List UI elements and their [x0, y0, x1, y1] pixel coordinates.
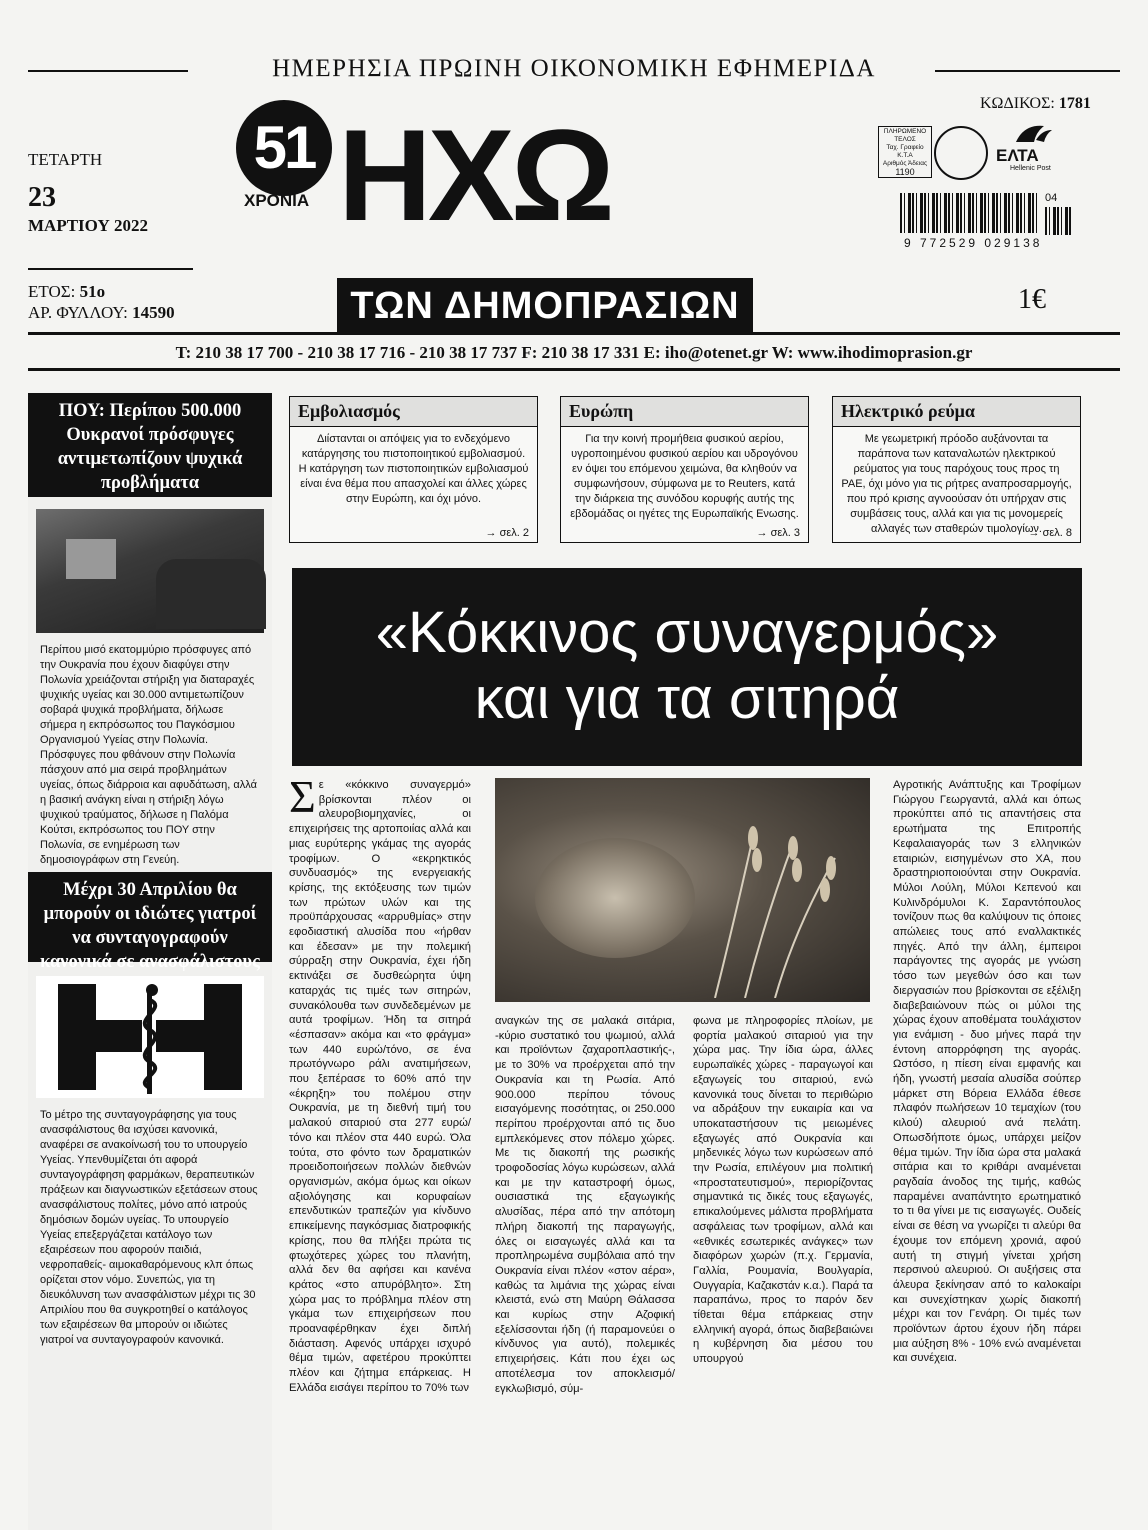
info-rule — [28, 268, 193, 270]
wheat-ears-icon — [695, 798, 865, 998]
box-europe-title: Ευρώπη — [561, 397, 808, 427]
headline-line1: «Κόκκινος συναγερμός» — [375, 600, 999, 665]
box-vaccination-body: Διίστανται οι απόψεις για το ενδεχόμενο κατάργησης του πιστοποιητικού εμβολιασμού. Η κατάργηση των πιστοποιητικών εμβολιασμού είναι ένα θέμα που απασχολεί και άλλες χώρες στην Ευρώπη, και όχι μόνο. — [298, 433, 529, 505]
sidebar-story1-body: Περίπου μισό εκατομμύριο πρόσφυγες από την Ουκρανία που έχουν διαφύγει στην Πολωνία χρειάζονται στήριξη για διαταραχές ψυχικής υγείας και 30.000 αντιμετωπίζουν σοβαρά ψυχικά προβλήματα, δήλωσε σήμερα η εκπρόσωπος του Παγκόσμιου Οργανισμού Υγείας στην Πολωνία. Πρόσφυγες που φθάνουν στην Πολωνία πάσχουν από μια σειρά προβλημάτων υγείας, όπως διάρροια και αφυδάτωση, αλλά η βασική ανάγκη είναι η στήριξη λόγω ψυχικού τραύματος, δήλωσε η Παλόμα Κούτσι, εκπρόσωπος του ΠΟΥ στην Πολωνία, σε ενημέρωση των δημοσιογράφων στη Γενεύη. — [40, 644, 257, 866]
box-electricity — [832, 396, 1081, 543]
issue-label: ΑΡ. ΦΥΛΛΟΥ: — [28, 303, 128, 322]
refugees-photo — [36, 509, 264, 633]
article-col-1 — [289, 771, 471, 1396]
subtitle-bar: ΤΩΝ ΔΗΜΟΠΡΑΣΙΩΝ — [337, 278, 753, 334]
wheat-photo — [495, 778, 870, 1002]
postage-line: Κ.Τ.Α — [897, 152, 913, 159]
box-vaccination-ref: → σελ. 2 — [485, 527, 529, 539]
box-electricity-ref: → σελ. 8 — [1028, 527, 1072, 539]
tagline: ΗΜΕΡΗΣΙΑ ΠΡΩΙΝΗ ΟΙΚΟΝΟΜΙΚΗ ΕΦΗΜΕΡΙΔΑ — [272, 55, 876, 82]
headline-box — [292, 568, 1082, 766]
tagline-rule-right — [935, 70, 1120, 72]
box-vaccination-title: Εμβολιασμός — [290, 397, 537, 427]
barcode-number: 9 772529 029138 — [904, 236, 1043, 250]
masthead-date-rest: ΜΑΡΤΙΟΥ 2022 — [28, 216, 148, 235]
code-label: ΚΩΔΙΚΟΣ: — [980, 95, 1055, 112]
medical-symbol — [36, 976, 264, 1098]
barcode — [900, 193, 1040, 233]
price: 1€ — [1018, 284, 1046, 315]
caduceus-icon — [128, 980, 172, 1094]
postage-line: Αριθμός Άδειας — [882, 160, 928, 167]
postage-line: 1190 — [895, 167, 915, 177]
elta-text: ΕΛΤΑ — [996, 146, 1039, 165]
year-value: 51ο — [79, 282, 106, 301]
barcode-addon — [1045, 207, 1072, 235]
headline-line2: και για τα σιτηρά — [474, 666, 900, 731]
box-europe — [560, 396, 809, 543]
box-electricity-title: Ηλεκτρικό ρεύμα — [833, 397, 1080, 427]
seal-icon — [934, 126, 988, 180]
article-col-4: Αγροτικής Ανάπτυξης και Τροφίμων Γιώργου Γεωργαντά, αλλά και όπως προκύπτει από τις απαντήσεις στα ερωτήματα της Επιτροπής Κεφαλαιαγοράς των 3 ελληνικών εταιριών, εισηγμένων στο ΧΑ, που δραστηριοποιούνται στην Ουκρανία. Μύλοι Λούλη, Μύλοι Κεπενού και Κυλινδρόμυλοι Κ. Σαραντόπουλος τονίζουν πως θα καλύψουν τις όποιες απώλειες τους από εναλλακτικές πηγές. Από την άλλη, έμπειροι παράγοντες της αγοράς με γνώση τόσο των μεγεθών όσο και των διεργασιών που βρίσκονται σε εξέλιξη διαβεβαιώνουν πώς οι μύλοι της χώρας έχουν αποθέματα τουλάχιστον για ενάμιση - δυο μήνες παρά την έντονη απορρόφηση της αγοράς. Ωστόσο, η πίεση είναι εμφανής και ήδη, γνωστή μεσαία αλυσίδα σούπερ μάρκετ στη Βόρεια Ελλάδα έθεσε πλαφόν πωλήσεων 10 τεμαχίων (του κιλού) αλευριού ανά πελάτη. Οπωσδήποτε όμως, υπάρχει μείζον θέμα τιμών. Την ίδια ώρα στα μαλακά σιτάρια και το κριθάρι αναμένεται ραγδαία άνοδος της τιμής, καθώς παραμένει αναπάντητο ερωτηματικό το τι θα γίνει με τις εισαγωγές. Ουδείς είναι σε θέση να γνωρίζει τι αλεύρι θα έχουμε τον επόμενη χρονιά, αφού αυτή τη στιγμή γίνεται χρήση περσινού αλευριού. Οι αυξήσεις στα άλευρα ξεκίνησαν από το καλοκαίρι και συνεχίστηκαν χωρίς διακοπή μέχρι και τον Γενάρη. Οι τιμές των προϊόντων άρτου έχουν ήδη πάρει μια αύξηση 8% - 10% ενώ αναμένεται και συνέχεια. — [893, 779, 1081, 1365]
photo-crowd — [156, 559, 266, 629]
box-vaccination — [289, 396, 538, 543]
anniversary-word: ΧΡΟΝΙΑ — [244, 191, 310, 210]
year-line — [28, 282, 105, 302]
postage-line: ΠΛΗΡΩΜΕΝΟ ΤΕΛΟΣ — [883, 128, 927, 143]
sidebar-story2-title: Μέχρι 30 Απριλίου θα μπορούν οι ιδιώτες γιατροί να συνταγογραφούν κανονικά σε ανασφάλιστους — [28, 872, 272, 962]
box-electricity-body: Με γεωμετρική πρόοδο αυξάνονται τα παράπονα των καταναλωτών ηλεκτρικού ρεύματος για τους παρόχους τους προς τη ΡΑΕ, όχι μόνο για τις ρήτρες αναπροσαρμογής, που πρό κρισης αγνοούσαν ότι υπήρχαν στις συμβάσεις τους, αλλά και για τις μονομερείς αλλαγές των σταθερών τιμολογίων. — [841, 433, 1072, 535]
logo: ΗΧΩ — [338, 102, 611, 248]
article-col-3: φωνα με πληροφορίες πλοίων, με φορτία μαλακού σιταριού για την χώρα μας. Την ίδια ώρα, άλλες ευρωπαϊκές χώρες - παραγωγοί και εξαγωγείς του σιταριού, ενώ κανονικά τους δίνεται το περιθώριο να αδράξουν την ευκαιρία και να υποκαταστήσουν τις μειωμένες εξαγωγές από Ουκρανία και μηδενικές λόγω των κυρώσεων από την Ρωσία, επιλέγουν μια πολιτική «προστατευτισμού», περιορίζοντας σημαντικά τις δικές τους εξαγωγές, επικαλούμενες μάλιστα προβλήματα ασφάλειας των τροφίμων, αλλά και «εθνικές εσωτερικές ανάγκες» των διαφόρων χωρών (π.χ. Γερμανία, Γαλλία, Ρουμανία, Βουλγαρία, Ουγγαρία, Καζακστάν κ.α.). Παρά τα παραπάνω, προς το παρόν δεν τίθεται θέμα επάρκειας στην ελληνική αγορά, όπως διαβεβαιώνει η κυβέρνηση δια μέσου του υπουργού — [693, 1015, 873, 1366]
box-europe-body: Για την κοινή προμήθεια φυσικού αερίου, υγροποιημένου φυσικού αερίου και υδρογόνου εν όψει του επόμενου χειμώνα, θα κληθούν να συμφωνήσουν, σύμφωνα με το Reuters, κατά την διάρκεια της συνόδου κορυφής αυτής της εβδομάδας οι ηγέτες της Ευρωπαϊκής Ενωσης. — [570, 433, 799, 520]
code-value: 1781 — [1058, 95, 1091, 112]
elta-logo-icon — [1014, 122, 1054, 146]
issue-value: 14590 — [132, 303, 175, 322]
medical-bar-left — [58, 984, 96, 1090]
sidebar-story2-body: Το μέτρο της συνταγογράφησης για τους ανασφάλιστους θα ισχύσει κανονικά, αναφέρει σε ανακοίνωσή του το υπουργείο Υγείας. Υπενθυμίζεται ότι αφορά συνταγογράφηση φαρμάκων, θεραπευτικών πράξεων και διαγνωστικών εξετάσεων στους ανασφάλιστους πολίτες, μόνο από ιατρούς δημόσιων δομών υγείας. Το υπουργείο Υγείας επεξεργάζεται κατάλογο των εξαιρέσεων που αφορούν παιδιά, νεφροπαθείς- αιμοκαθαρόμενους κλπ όπως ορίζεται στον νόμο. Συνεπώς, για τη διευκόλυνση των ανασφάλιστων μέχρι τις 30 Απριλίου που θα συγκροτηθεί ο κατάλογος των εξαιρέσεων θα μπορούν οι ιδιώτες γιατροί να συνταγογραφούν κανονικά. — [40, 1109, 258, 1346]
elta-sub: Hellenic Post — [1010, 165, 1051, 172]
grain-bowl — [535, 838, 695, 958]
contact-rule-top — [28, 332, 1120, 335]
article-col-2: αναγκών της σε μαλακά σιτάρια, -κύριο συστατικό του ψωμιού, αλλά και προϊόντων ζαχαροπλαστικής-, με το 30% να προέρχεται από την Ουκρανία και τη Ρωσία. Από 900.000 περίπου τόνους εισαγόμενης ποσότητας, οι 250.000 περίπου προέρχονται από τις δυο εμπλεκόμενες στον πόλεμο χώρες. Με τις διακοπή της ρωσικής τροφοδοσίας λόγω κυρώσεων, αλλά και με την καταστροφή όμως, ουσιαστικά της εξαγωγικής αλυσίδας, πέρα από την απότομη πλήρη διακοπή της παραγωγής, όλες οι εισαγωγές αλλά και τα προπληρωμένα συμβόλαια από την Ουκρανία είναι πλέον «στον αέρα», καθώς τα λιμάνια της χώρας είναι κλειστά, ενώ στη Μαύρη Θάλασσα και κυρίως στην Αζοφική εξελίσσονται ήδη (ή παραμονεύει ο κίνδυνος για αυτό), πολεμικές επιχειρήσεις. Κάτι που έχει ως αποτέλεσμα τον αποκλεισμό/εγκλωβισμό, σύμ- — [495, 1015, 675, 1395]
issue-line — [28, 303, 175, 323]
masthead-day: ΤΕΤΑΡΤΗ — [28, 150, 103, 169]
medical-bar-right — [204, 984, 242, 1090]
box-europe-ref: → σελ. 3 — [756, 527, 800, 539]
masthead-date-num: 23 — [28, 182, 56, 213]
postage-line: Ταχ. Γραφείο — [886, 144, 924, 151]
contact-rule-bottom — [28, 368, 1120, 371]
article-dropcap: Σ — [289, 771, 316, 822]
barcode-addon-number: 04 — [1045, 192, 1058, 204]
sidebar-story1-title: ΠΟΥ: Περίπου 500.000 Ουκρανοί πρόσφυγες αντιμετωπίζουν ψυχικά προβλήματα — [28, 393, 272, 497]
article-col-1-text: ε «κόκκινο συναγερμό» βρίσκονται πλέον οι αλευροβιομηχανίες, οι επιχειρήσεις της αρτοποιίας αλλά και μιας ευρύτερης γκάμας της αγοράς τροφίμων. Ο «εκρηκτικός συνδυασμός» της ενεργειακής κρίσης, της εκτόξευσης των τιμών των πρώτων υλών και της προϋπάρχουσας «αρρυθμίας» στην εφοδιαστική αλυσίδα που «ήρθαν και έδεσαν» με την πολεμική σύρραξη στην Ουκρανία, έχει ήδη εκτινάξει σε δυσθεώρητα ύψη καταρχάς τις τιμές των σιτηρών, συνακόλουθα των συνδεδεμένων με αυτά τροφίμων. Ήδη τα σιτηρά «έσπασαν» ακόμα και «το φράγμα» των 440 ευρώ/τόνο, σε ένα πρωτόγνωρο ράλι ανατιμήσεων, που ξεπέρασε το 60% από την «έκρηξη» του πολέμου στην Ουκρανία, με τη διεθνή τιμή του μαλακού σιταριού στα 277 ευρώ/ τόνο και πλέον στα 440 ευρώ. Όλα τούτα, στο φόντο των δραματικών προειδοποιήσεων πολλών διεθνών οργανισμών, ακόμα όμως και οίκων αξιολόγησης και κορυφαίων επενδυτικών τραπεζών για κίνδυνο επικείμενης παγκόσμιας διατροφικής κρίσης, που θα πλήξει πρώτα τις φτωχότερες χώρες του πλανήτη, αλλά δεν θα αφήσει και κανένα κράτος «στο απυρόβλητο». Στη χώρα μας το πρόβλημα πλέον στη γκάμα των επιχειρήσεων που προαναφέρθηκαν έχει διπλή διάσταση. Αφενός υπάρχει ισχυρό θέμα τιμών, αφετέρου προκύπτει πλέον και ζήτημα επάρκειας. Η Ελλάδα εισάγει περίπου το 70% των — [289, 779, 471, 1394]
code-line — [980, 95, 1091, 113]
photo-light — [66, 539, 116, 579]
year-label: ΕΤΟΣ: — [28, 282, 76, 301]
sidebar — [28, 393, 272, 1530]
anniversary-badge: 51 — [236, 100, 332, 196]
contact-line: T: 210 38 17 700 - 210 38 17 716 - 210 38 17 737 F: 210 38 17 331 E: iho@otenet.gr W: www.ihodimoprasion.gr — [175, 343, 973, 362]
postage-box — [878, 126, 932, 178]
